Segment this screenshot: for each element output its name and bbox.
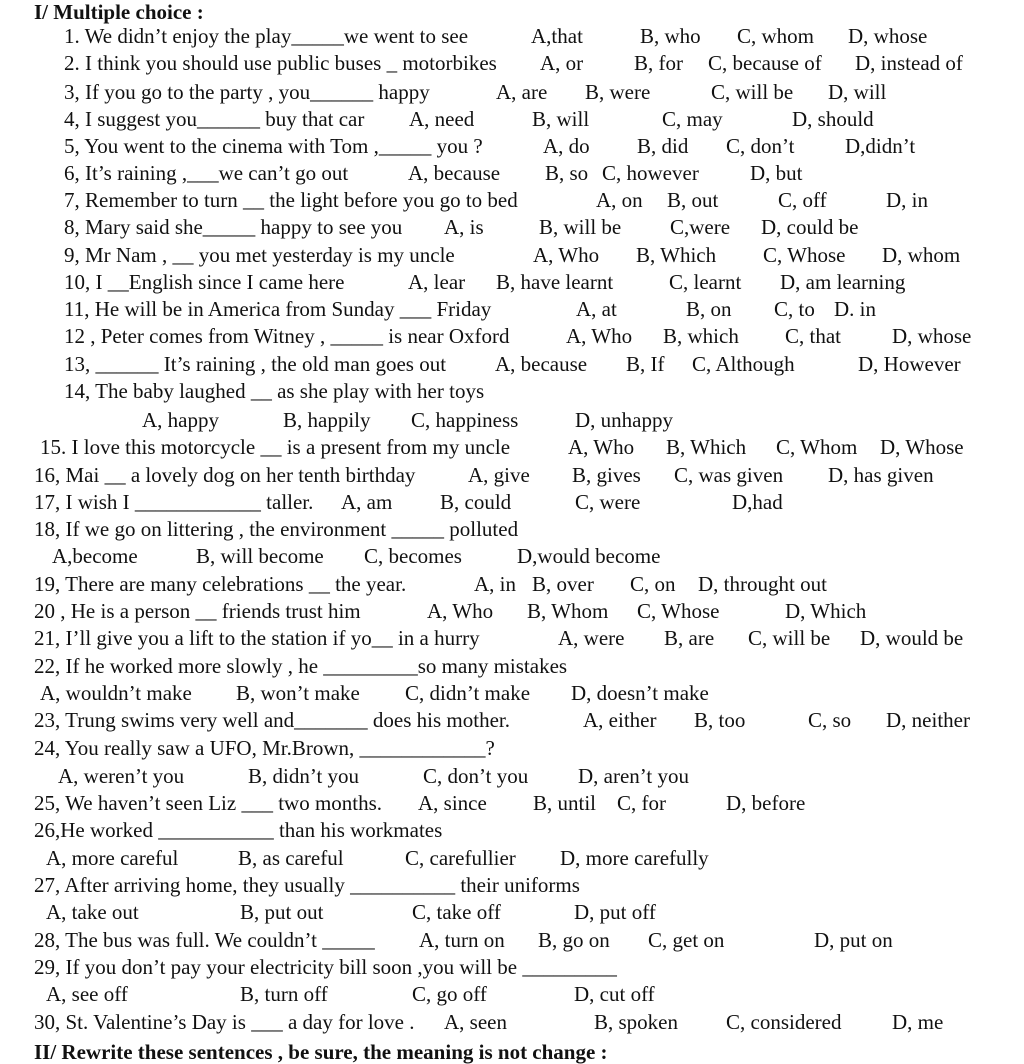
- option-d: D, would be: [860, 626, 964, 650]
- option-d: D, aren’t you: [578, 764, 689, 788]
- option-c: C, Whose: [637, 599, 720, 623]
- option-d: D,didn’t: [845, 134, 916, 158]
- question-stem: 21, I’ll give you a lift to the station if yo__ in a hurry: [34, 626, 480, 650]
- option-d: D, whose: [892, 324, 972, 348]
- option-c: C, however: [602, 161, 699, 185]
- question-stem: 28, The bus was full. We couldn’t _____: [34, 928, 375, 952]
- option-d: D, neither: [886, 708, 970, 732]
- option-a: A, happy: [142, 408, 219, 432]
- option-c: C, happiness: [411, 408, 519, 432]
- option-a: A, at: [576, 297, 617, 321]
- option-c: C, take off: [412, 900, 501, 924]
- option-d: D, more carefully: [560, 846, 709, 870]
- question-stem: 5, You went to the cinema with Tom ,_____ you ?: [64, 134, 483, 158]
- option-c: C, was given: [674, 463, 784, 487]
- option-c: C, will be: [748, 626, 831, 650]
- question-stem: 17, I wish I ____________ taller.: [34, 490, 314, 514]
- option-b: B, Which: [666, 435, 747, 459]
- option-c: C,were: [670, 215, 731, 239]
- option-b: B, too: [694, 708, 746, 732]
- question-stem: 30, St. Valentine’s Day is ___ a day for love .: [34, 1010, 415, 1034]
- option-b: B, spoken: [594, 1010, 678, 1034]
- option-b: B, put out: [240, 900, 324, 924]
- question-stem: 24, You really saw a UFO, Mr.Brown, ____________?: [34, 736, 495, 760]
- option-d: D, put on: [814, 928, 893, 952]
- option-a: A, see off: [46, 982, 128, 1006]
- question-stem: 23, Trung swims very well and_______ does his mother.: [34, 708, 510, 732]
- option-c: C, considered: [726, 1010, 842, 1034]
- option-c: C, may: [662, 107, 723, 131]
- option-a: A, Who: [533, 243, 600, 267]
- question-stem: 1. We didn’t enjoy the play_____we went to see: [64, 24, 469, 48]
- option-d: D, doesn’t make: [571, 681, 709, 705]
- option-c: C, on: [630, 572, 676, 596]
- question-stem: 22, If he worked more slowly , he _________so many mistakes: [34, 654, 568, 678]
- option-a: A, were: [558, 626, 625, 650]
- option-c: C, that: [785, 324, 841, 348]
- option-c: C, Although: [692, 352, 795, 376]
- option-a: A, lear: [408, 270, 466, 294]
- option-b: B, as careful: [238, 846, 344, 870]
- option-d: D, in: [886, 188, 928, 212]
- option-d: D, instead of: [855, 51, 963, 75]
- option-d: D, but: [750, 161, 803, 185]
- option-a: A, do: [543, 134, 590, 158]
- section-title: I/ Multiple choice :: [34, 0, 204, 24]
- option-a: A, give: [468, 463, 530, 487]
- option-d: D, However: [858, 352, 961, 376]
- option-b: B, so: [545, 161, 589, 185]
- option-a: A, Who: [427, 599, 494, 623]
- option-b: B, which: [663, 324, 739, 348]
- option-a: A, because: [495, 352, 588, 376]
- question-stem: 29, If you don’t pay your electricity bill soon ,you will be _________: [34, 955, 617, 979]
- option-c: C, didn’t make: [405, 681, 531, 705]
- option-b: B, will be: [539, 215, 622, 239]
- option-b: B, are: [664, 626, 715, 650]
- option-a: A, either: [583, 708, 657, 732]
- question-stem: 13, ______ It’s raining , the old man goes out: [64, 352, 447, 376]
- question-stem: 11, He will be in America from Sunday ___ Friday: [64, 297, 492, 321]
- option-b: B, turn off: [240, 982, 328, 1006]
- option-b: B, Which: [636, 243, 717, 267]
- option-b: B, on: [686, 297, 732, 321]
- option-d: D, whom: [882, 243, 961, 267]
- option-b: B, who: [640, 24, 701, 48]
- option-a: A, wouldn’t make: [40, 681, 192, 705]
- option-c: C, off: [778, 188, 827, 212]
- option-a: A, Who: [568, 435, 635, 459]
- option-b: B, will become: [196, 544, 324, 568]
- option-d: D. in: [834, 297, 876, 321]
- option-b: B, could: [440, 490, 512, 514]
- option-b: B, did: [637, 134, 689, 158]
- option-b: B, gives: [572, 463, 641, 487]
- option-a: A, or: [540, 51, 584, 75]
- option-d: D, Whose: [880, 435, 964, 459]
- option-d: D, throught out: [698, 572, 827, 596]
- option-d: D, me: [892, 1010, 944, 1034]
- option-c: C, for: [617, 791, 666, 815]
- option-a: A, because: [408, 161, 501, 185]
- question-stem: 6, It’s raining ,___we can’t go out: [64, 161, 349, 185]
- question-stem: 9, Mr Nam , __ you met yesterday is my uncle: [64, 243, 455, 267]
- option-a: A,that: [531, 24, 583, 48]
- option-a: A, in: [474, 572, 516, 596]
- option-a: A, weren’t you: [58, 764, 185, 788]
- option-a: A, am: [341, 490, 393, 514]
- option-d: D, Which: [785, 599, 867, 623]
- option-d: D,would become: [517, 544, 661, 568]
- option-b: B, over: [532, 572, 594, 596]
- option-d: D, could be: [761, 215, 859, 239]
- option-b: B, didn’t you: [248, 764, 360, 788]
- question-stem: 2. I think you should use public buses _ motorbikes: [64, 51, 497, 75]
- option-c: C, so: [808, 708, 852, 732]
- option-a: A,become: [52, 544, 138, 568]
- option-c: C, learnt: [669, 270, 742, 294]
- option-c: C, to: [774, 297, 815, 321]
- option-b: B, will: [532, 107, 590, 131]
- question-stem: 7, Remember to turn __ the light before you go to bed: [64, 188, 518, 212]
- option-b: B, happily: [283, 408, 371, 432]
- option-c: C, because of: [708, 51, 822, 75]
- option-c: C, don’t you: [423, 764, 529, 788]
- question-stem: 3, If you go to the party , you______ happy: [64, 80, 430, 104]
- option-d: D, will: [828, 80, 887, 104]
- option-d: D, whose: [848, 24, 928, 48]
- question-stem: 4, I suggest you______ buy that car: [64, 107, 365, 131]
- question-stem: 16, Mai __ a lovely dog on her tenth birthday: [34, 463, 416, 487]
- question-stem: 19, There are many celebrations __ the year.: [34, 572, 407, 596]
- option-c: C, will be: [711, 80, 794, 104]
- option-d: D, unhappy: [575, 408, 673, 432]
- option-a: A, since: [418, 791, 487, 815]
- option-a: A, are: [496, 80, 548, 104]
- option-d: D,had: [732, 490, 783, 514]
- option-a: A, seen: [444, 1010, 507, 1034]
- question-stem: 10, I __English since I came here: [64, 270, 345, 294]
- option-b: B, until: [533, 791, 597, 815]
- option-b: B, out: [667, 188, 719, 212]
- option-d: D, cut off: [574, 982, 655, 1006]
- option-a: A, is: [444, 215, 484, 239]
- option-b: B, have learnt: [496, 270, 614, 294]
- option-a: A, more careful: [46, 846, 179, 870]
- option-b: B, Whom: [527, 599, 609, 623]
- option-d: D, put off: [574, 900, 656, 924]
- option-c: C, carefullier: [405, 846, 516, 870]
- option-d: D, should: [792, 107, 874, 131]
- option-c: C, get on: [648, 928, 725, 952]
- option-b: B, won’t make: [236, 681, 360, 705]
- option-d: D, am learning: [780, 270, 906, 294]
- option-d: D, before: [726, 791, 806, 815]
- question-stem: 20 , He is a person __ friends trust him: [34, 599, 361, 623]
- option-a: A, on: [596, 188, 643, 212]
- question-stem: 18, If we go on littering , the environment _____ polluted: [34, 517, 519, 541]
- option-c: C, Whom: [776, 435, 858, 459]
- question-stem: 25, We haven’t seen Liz ___ two months.: [34, 791, 383, 815]
- question-stem: 8, Mary said she_____ happy to see you: [64, 215, 403, 239]
- question-stem: 14, The baby laughed __ as she play with her toys: [64, 379, 485, 403]
- option-b: B, go on: [538, 928, 610, 952]
- option-c: C, don’t: [726, 134, 795, 158]
- option-c: C, were: [575, 490, 641, 514]
- option-d: D, has given: [828, 463, 934, 487]
- option-a: A, Who: [566, 324, 633, 348]
- option-c: C, go off: [412, 982, 487, 1006]
- option-a: A, turn on: [419, 928, 505, 952]
- question-stem: 12 , Peter comes from Witney , _____ is near Oxford: [64, 324, 510, 348]
- question-stem: 26,He worked ___________ than his workmates: [34, 818, 443, 842]
- option-b: B, were: [585, 80, 651, 104]
- next-section-title: II/ Rewrite these sentences , be sure, the meaning is not change :: [34, 1040, 608, 1064]
- question-stem: 27, After arriving home, they usually __________ their uniforms: [34, 873, 580, 897]
- option-b: B, for: [634, 51, 683, 75]
- question-stem: 15. I love this motorcycle __ is a present from my uncle: [40, 435, 511, 459]
- option-a: A, need: [409, 107, 475, 131]
- option-c: C, whom: [737, 24, 815, 48]
- option-a: A, take out: [46, 900, 139, 924]
- option-b: B, If: [626, 352, 665, 376]
- option-c: C, Whose: [763, 243, 846, 267]
- option-c: C, becomes: [364, 544, 462, 568]
